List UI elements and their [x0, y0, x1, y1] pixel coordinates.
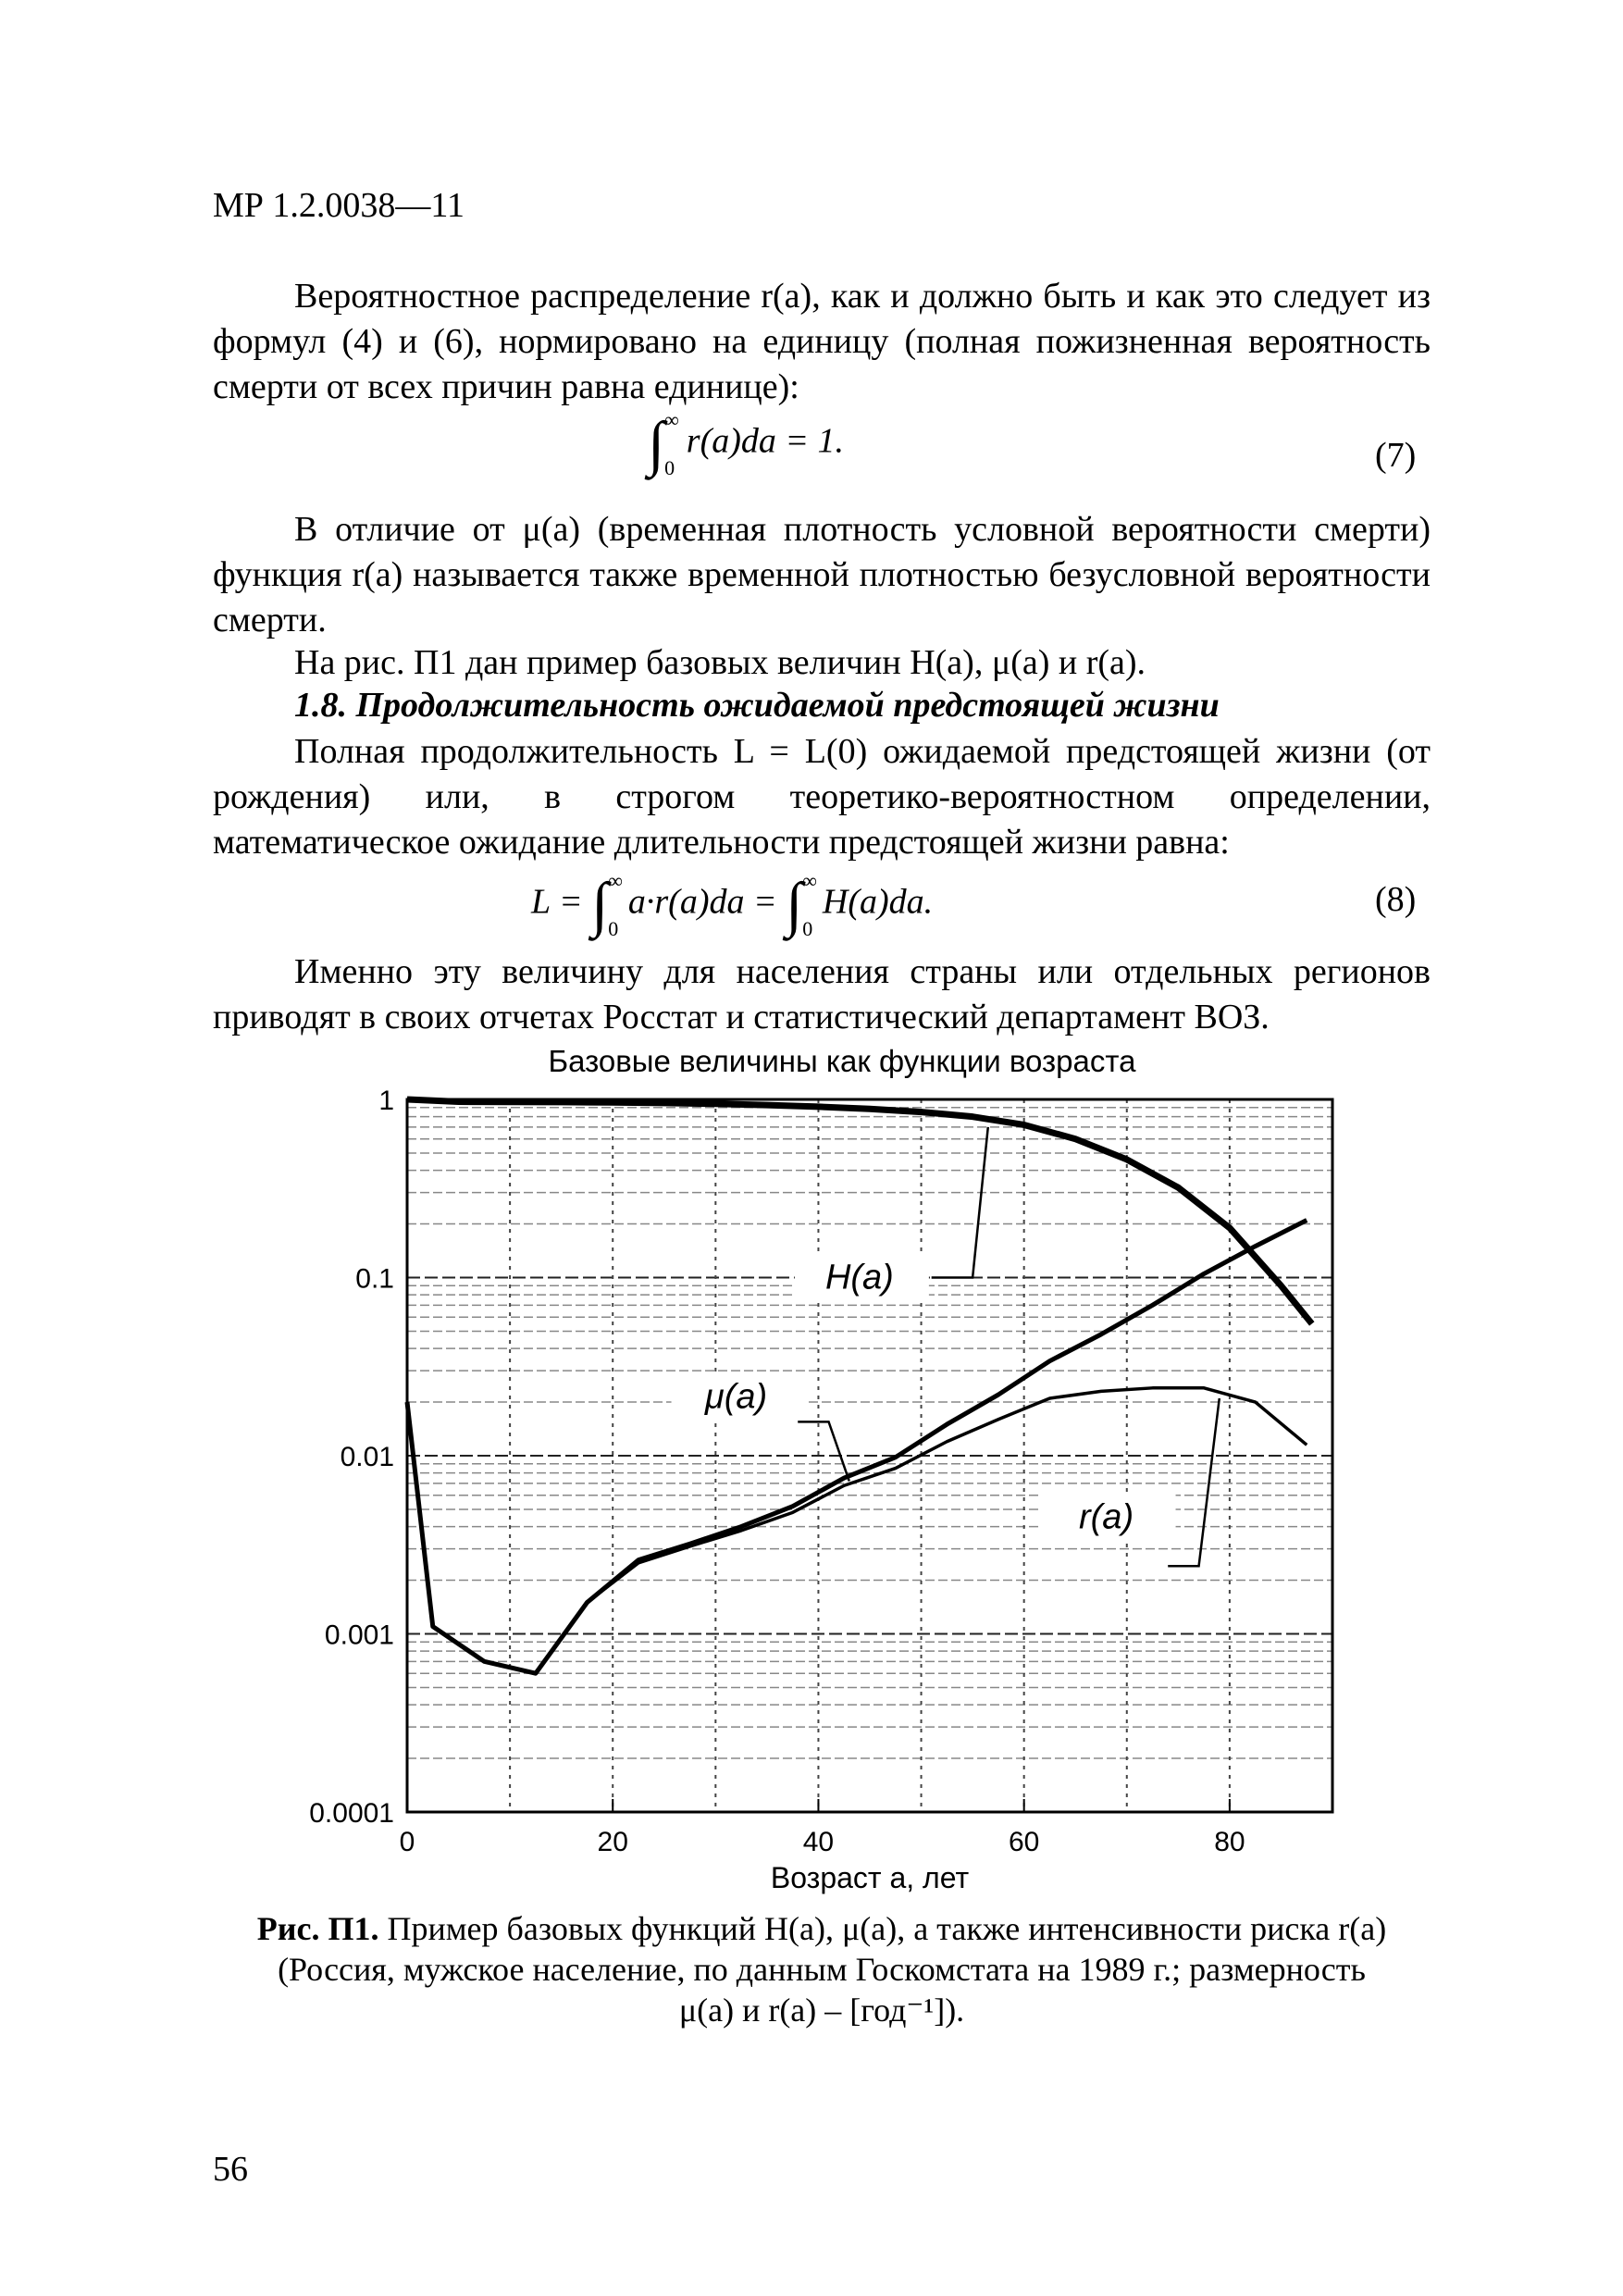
label-H: H(a) [824, 1258, 894, 1297]
label-r: r(a) [1079, 1497, 1134, 1537]
chart-grid [407, 1099, 1332, 1812]
equation-7: ∫ ∞ 0 r(a)da = 1. [648, 408, 845, 479]
x-tick-label: 0 [399, 1827, 415, 1857]
y-tick-label: 0.001 [324, 1620, 394, 1651]
chart-ticks [309, 1086, 1245, 1857]
y-tick-label: 1 [378, 1086, 394, 1116]
paragraph-5: Именно эту величину для населения страны или отдельных регионов приводят в своих отчетах Росстат и статистический департамент ВОЗ. [213, 952, 1431, 1036]
y-tick-label: 0.0001 [309, 1798, 394, 1829]
x-tick-label: 80 [1214, 1827, 1245, 1857]
figure-caption [213, 1908, 1431, 2030]
equation-8: L = ∫ ∞ 0 a·r(a)da = ∫ ∞ 0 H(a)da. [531, 869, 934, 940]
y-tick-label: 0.01 [340, 1442, 394, 1472]
chart-title: Базовые величины как функции возраста [548, 1044, 1136, 1078]
caption-line-1: Пример базовых функций H(a), μ(a), а также интенсивности риска r(a) [378, 1910, 1387, 1947]
x-tick-label: 20 [597, 1827, 628, 1857]
x-tick-label: 60 [1008, 1827, 1040, 1857]
page-number: 56 [213, 2150, 248, 2189]
chart-svg [278, 1074, 1388, 1906]
chart-series [407, 1099, 1312, 1673]
x-axis-label: Возраст a, лет [770, 1861, 970, 1894]
paragraph-3: На рис. П1 дан пример базовых величин H(a), μ(a) и r(a). [294, 643, 1146, 682]
label-mu: μ(a) [704, 1377, 768, 1417]
paragraph-2: В отличие от μ(a) (временная плотность условной вероятности смерти) функция r(a) называется также временной плотностью безусловной вероятности смерти. [213, 510, 1431, 639]
equation-8-number: (8) [1375, 880, 1417, 919]
integral-sign: ∫ [648, 410, 665, 478]
document-code: МР 1.2.0038—11 [213, 186, 465, 225]
paragraph-4: Полная продолжительность L = L(0) ожидаемой предстоящей жизни (от рождения) или, в строгом теоретико-вероятностном определении, математическое ожидание длительности предстоящей жизни равна: [213, 732, 1431, 862]
caption-line-3: μ(a) и r(a) – [год⁻¹]). [678, 1992, 965, 2029]
y-tick-label: 0.1 [355, 1263, 394, 1295]
caption-label: Рис. П1. [256, 1910, 379, 1947]
caption-line-2: (Россия, мужское население, по данным Госкомстата на 1989 г.; размерность [278, 1951, 1366, 1988]
leader-mu [798, 1421, 849, 1481]
x-tick-label: 40 [802, 1827, 835, 1857]
paragraph-1: Вероятностное распределение r(a), как и должно быть и как это следует из формул (4) и (6), нормировано на единицу (полная пожизненная вероятность смерти от всех причин равна единице): [213, 277, 1431, 406]
equation-7-number: (7) [1375, 436, 1417, 475]
section-title: 1.8. Продолжительность ожидаемой предстоящей жизни [294, 686, 1220, 725]
leader-H [932, 1127, 988, 1278]
